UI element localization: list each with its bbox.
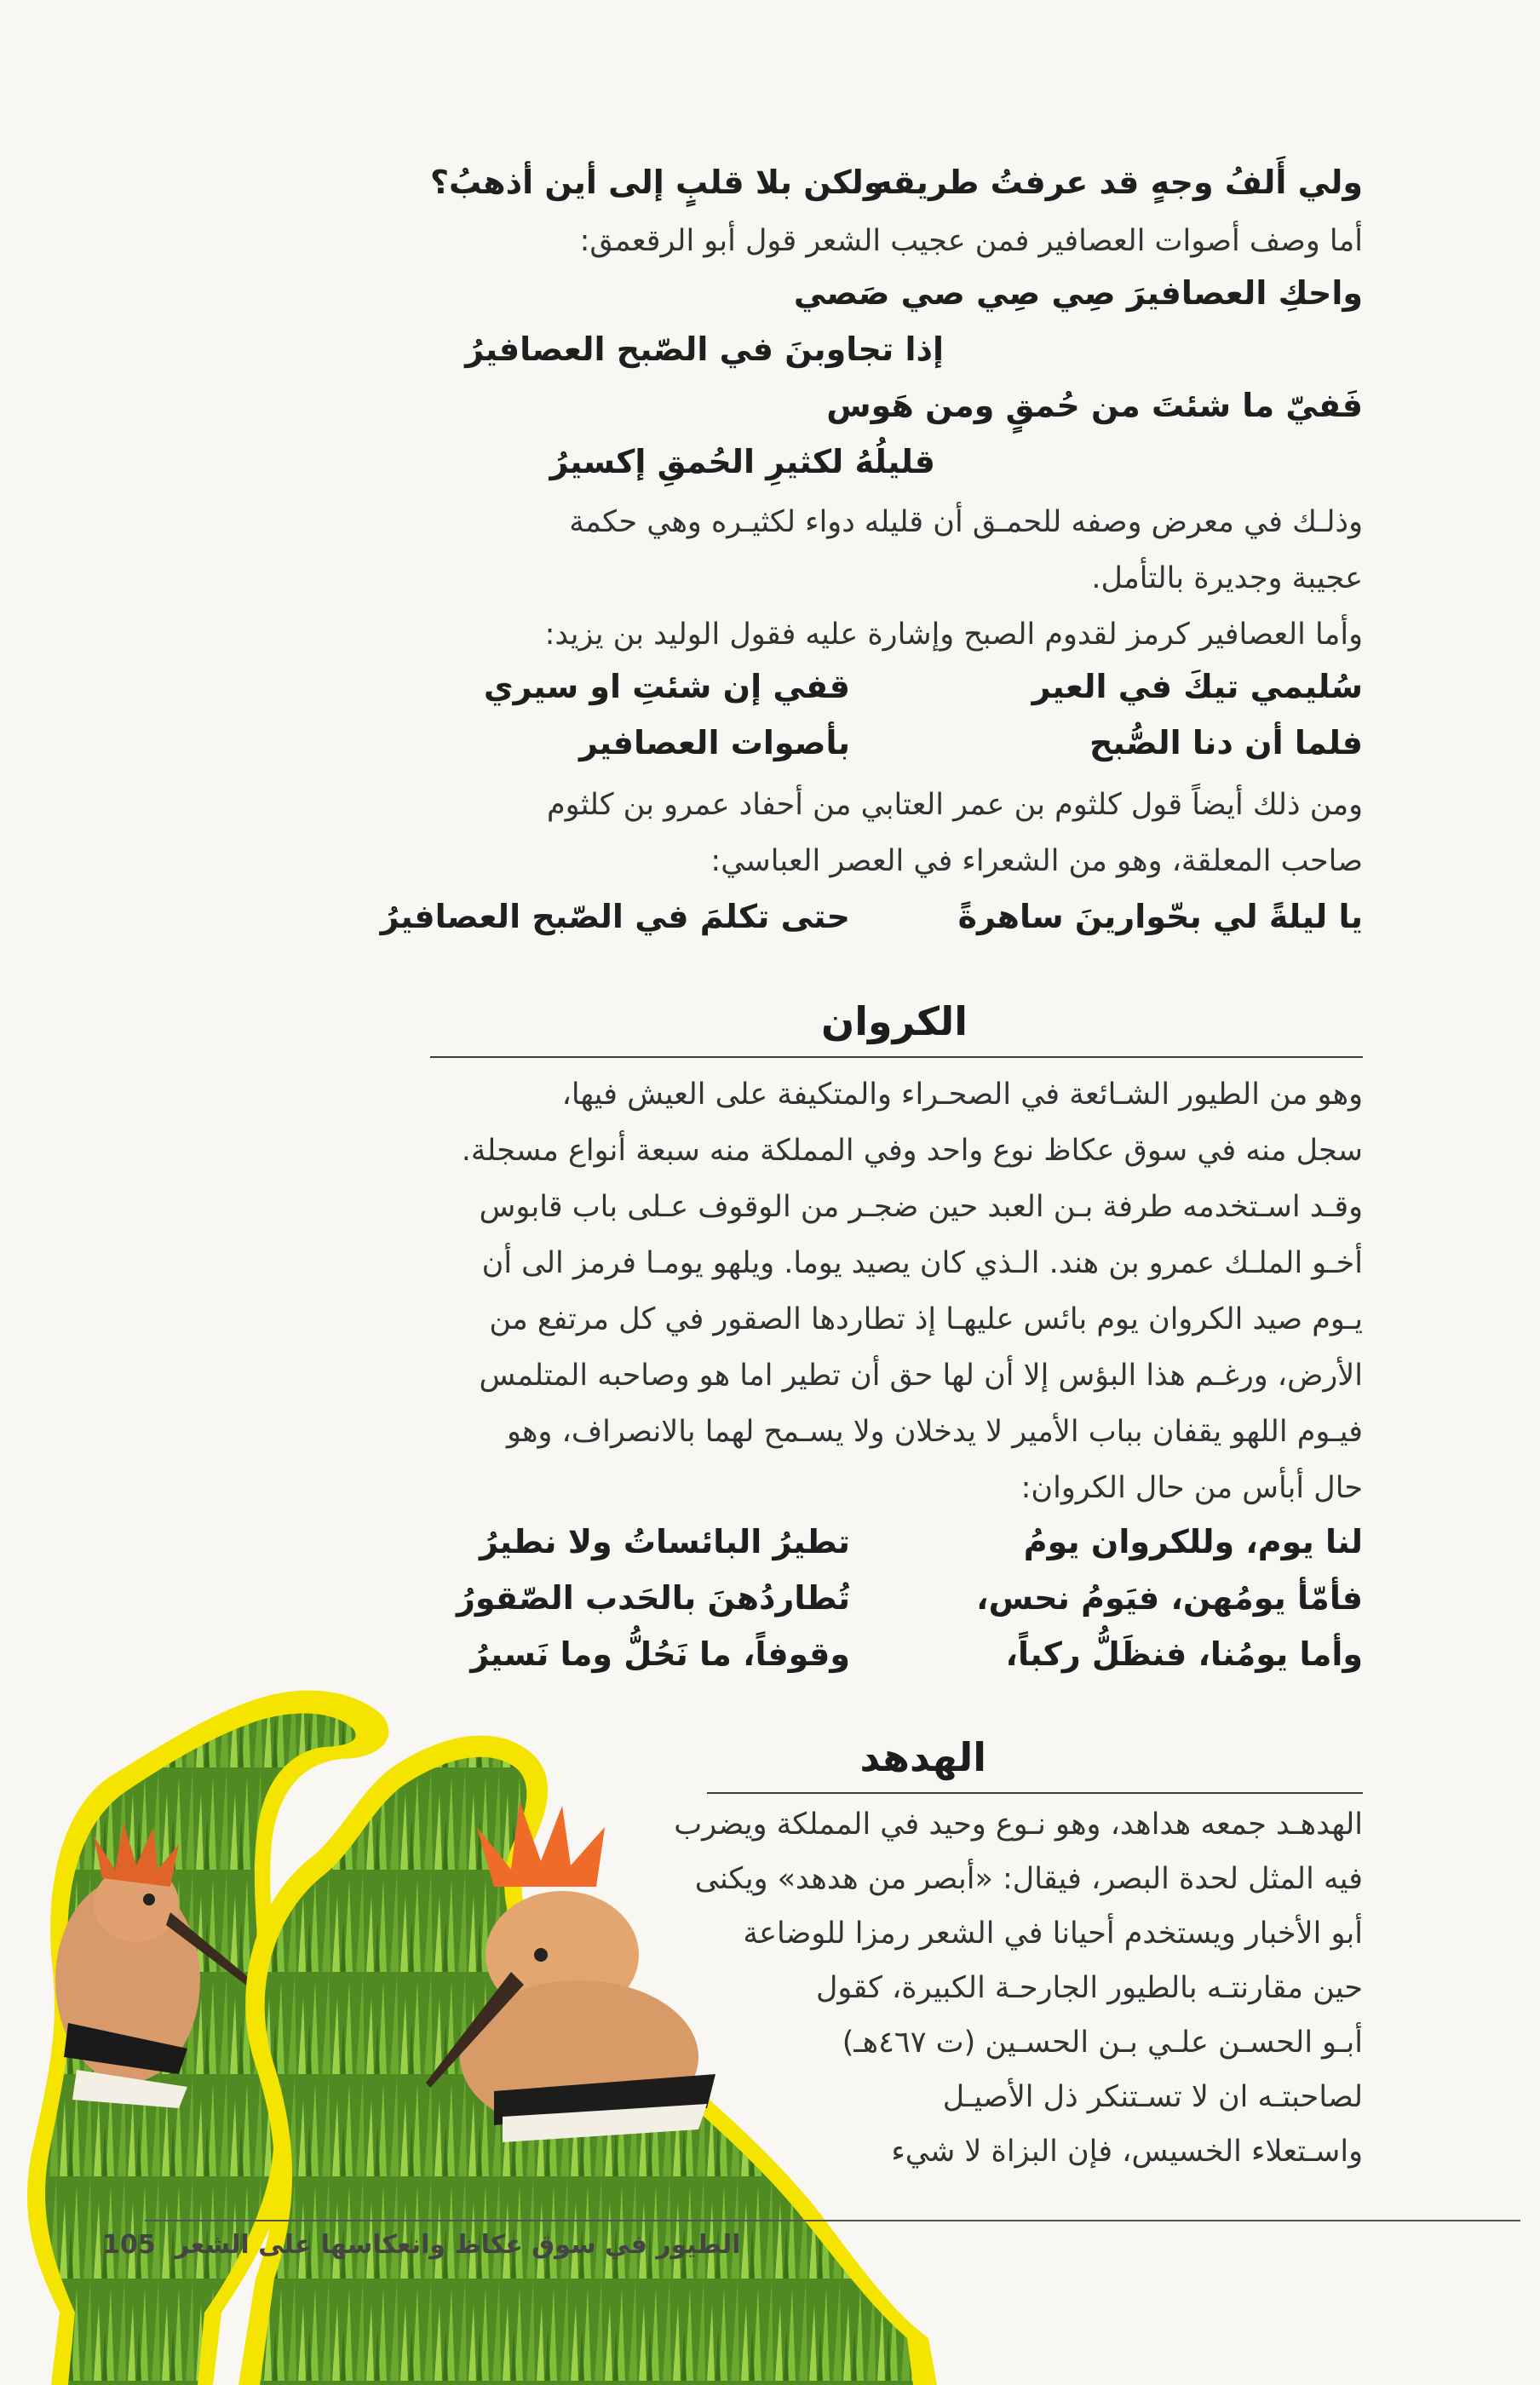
hudhud-line-1: الهدهـد جمعه هداهد، وهو نـوع وحيد في المملكة ويضرب: [674, 1807, 1363, 1842]
verse-4-first-hemistich: يا ليلةً لي بحّوارينَ ساهرةً: [957, 898, 1363, 935]
hudhud-line-5: أبـو الحسـن علـي بـن الحسـين (ت ٤٦٧هـ): [842, 2026, 1363, 2060]
karawan-line-1: وهو من الطيور الشـائعة في الصحـراء والمتكيفة على العيش فيها،: [561, 1078, 1363, 1112]
poem-1-line-1: واحكِ العصافيرَ صِي صِي صي صَصي: [793, 274, 1363, 312]
footer-book-title: الطيور في سوق عكاظ وانعكاسها على الشعر: [175, 2230, 741, 2260]
verse-3-first-hemistich: فلما أن دنا الصُّبح: [1089, 724, 1363, 761]
karawan-line-8: حال أبأس من حال الكروان:: [1020, 1471, 1363, 1505]
hudhud-line-7: واسـتعلاء الخسيس، فإن البزاة لا شيء: [891, 2135, 1363, 2169]
intro-paragraph-2: وأما العصافير كرمز لقدوم الصبح وإشارة عليه فقول الوليد بن يزيد:: [544, 618, 1363, 652]
karawan-line-5: يـوم صيد الكروان يوم بائس عليهـا إذ تطاردها الصقور في كل مرتفع من: [489, 1302, 1363, 1336]
verse-1-second-hemistich: ولكن بلا قلبٍ إلى أين أذهبُ؟: [430, 164, 884, 201]
verse-3-second-hemistich: بأصوات العصافير: [578, 724, 850, 761]
karawan-line-4: أخـو الملـك عمرو بن هند. الـذي كان يصيد يوما. ويلهو يومـا فرمز الى أن: [481, 1246, 1363, 1280]
verse-2-first-hemistich: سُليمي تيكَ في العير: [1031, 668, 1363, 705]
footer-rule: [145, 2220, 1520, 2221]
intro-paragraph-3-line-2: صاحب المعلقة، وهو من الشعراء في العصر العباسي:: [710, 844, 1363, 878]
karawan-line-2: سجل منه في سوق عكاظ نوع واحد وفي المملكة منه سبعة أنواع مسجلة.: [461, 1134, 1363, 1168]
intro-paragraph-1: أما وصف أصوات العصافير فمن عجيب الشعر قول أبو الرقعمق:: [579, 224, 1363, 258]
hoopoe-silhouette-illustration: [0, 1665, 945, 2385]
comment-paragraph-line-2: عجيبة وجديرة بالتأمل.: [1091, 561, 1363, 595]
karawan-heading-rule: [430, 1056, 1363, 1058]
hudhud-line-4: حين مقارنتـه بالطيور الجارحـة الكبيرة، كقول: [816, 1971, 1363, 2005]
comment-paragraph-line-1: وذلـك في معرض وصفه للحمـق أن قليله دواء لكثيـره وهي حكمة: [569, 505, 1363, 539]
karawan-line-6: الأرض، ورغـم هذا البؤس إلا أن لها حق أن تطير اما هو وصاحبه المتلمس: [479, 1359, 1363, 1393]
verse-1-first-hemistich: ولي أَلفُ وجهٍ قد عرفتُ طريقه: [873, 164, 1363, 201]
hudhud-line-6: لصاحبتـه ان لا تسـتنكر ذل الأصيـل: [942, 2080, 1363, 2114]
karawan-verse-3-second-hemistich: وقوفاً، ما نَحُلُّ وما نَسيرُ: [470, 1635, 850, 1673]
poem-1-line-3: فَفيّ ما شئتَ من حُمقٍ ومن هَوس: [826, 387, 1363, 424]
poem-1-line-4: قليلُهُ لكثيرِ الحُمقِ إكسيرُ: [549, 443, 935, 480]
karawan-line-3: وقـد اسـتخدمه طرفة بـن العبد حين ضجـر من الوقوف عـلى باب قابوس: [479, 1190, 1363, 1224]
poem-1-line-2: إذا تجاوبنَ في الصّبح العصافيرُ: [465, 330, 944, 368]
verse-2-second-hemistich: قفي إن شئتِ او سيري: [483, 668, 850, 705]
karawan-verse-1-second-hemistich: تطيرُ البائساتُ ولا نطيرُ: [480, 1523, 850, 1560]
karawan-verse-2-first-hemistich: فأمّأ يومُهن، فيَومُ نحس،: [976, 1579, 1363, 1617]
page-number: 105: [102, 2230, 156, 2260]
karawan-verse-2-second-hemistich: تُطاردُهنَ بالحَدب الصّقورُ: [456, 1579, 850, 1617]
hudhud-line-2: فيه المثل لحدة البصر، فيقال: «أبصر من هدهد» ويكنى: [694, 1862, 1363, 1896]
verse-4-second-hemistich: حتى تكلمَ في الصّبح العصافيرُ: [380, 898, 850, 935]
intro-paragraph-3-line-1: ومن ذلك أيضاً قول كلثوم بن عمر العتابي من أحفاد عمرو بن كلثوم: [546, 788, 1363, 822]
karawan-verse-1-first-hemistich: لنا يوم، وللكروان يومُ: [1023, 1523, 1363, 1560]
hudhud-line-3: أبو الأخبار ويستخدم أحيانا في الشعر رمزا للوضاعة: [743, 1917, 1363, 1951]
karawan-heading: الكروان: [820, 998, 968, 1044]
karawan-verse-3-first-hemistich: وأما يومُنا، فنظَلُّ ركباً،: [1005, 1635, 1363, 1673]
hudhud-heading: الهدهد: [859, 1734, 986, 1780]
hudhud-heading-rule: [707, 1792, 1363, 1794]
karawan-line-7: فيـوم اللهو يقفان بباب الأمير لا يدخلان ولا يسـمح لهما بالانصراف، وهو: [506, 1415, 1363, 1449]
